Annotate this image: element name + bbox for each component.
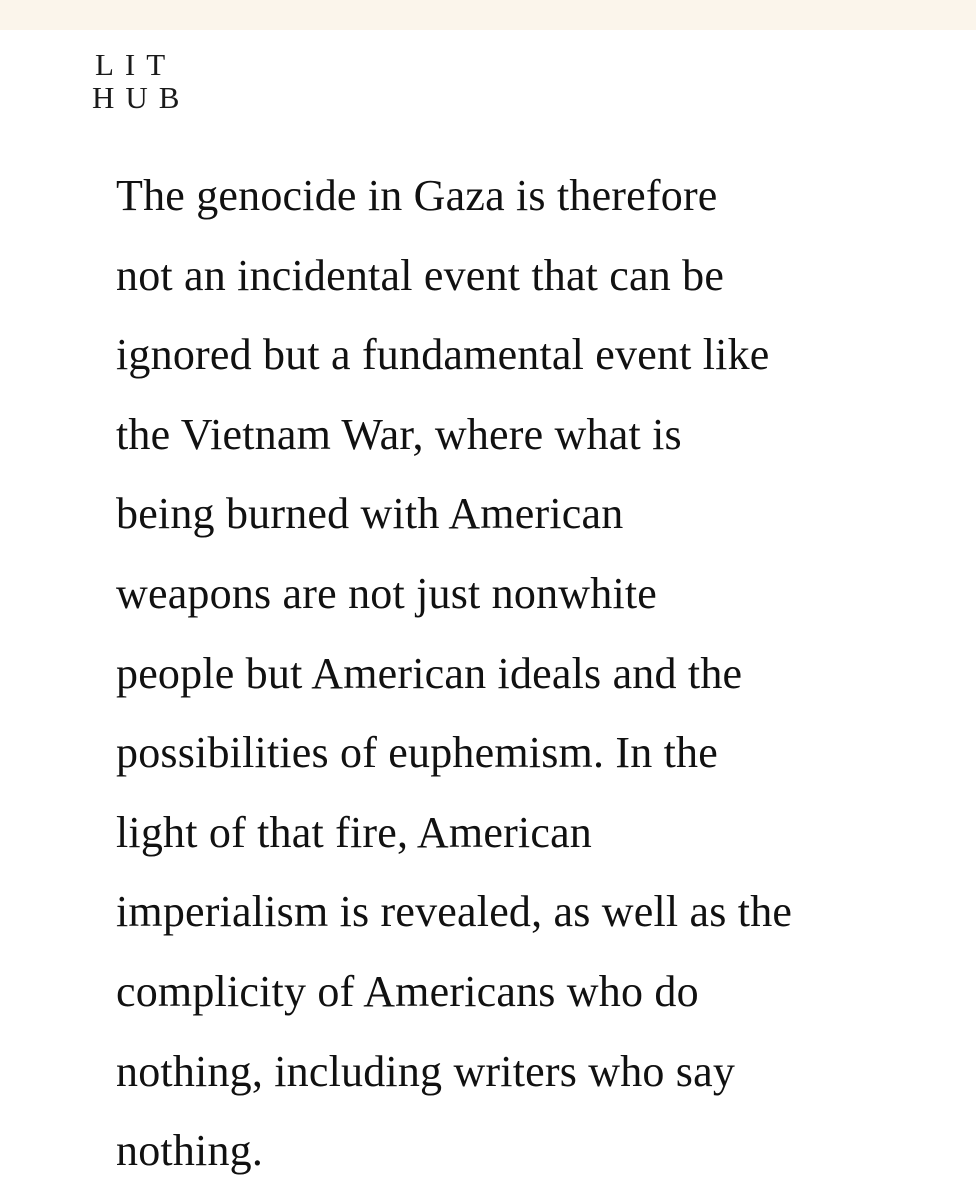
quote-line-4: the Vietnam War, where what is xyxy=(116,409,682,459)
quote-line-6: weapons are not just nonwhite xyxy=(116,568,658,618)
quote-line-12: nothing, including writers who say xyxy=(116,1046,736,1096)
quote-line-9: light of that fire, American xyxy=(116,807,593,857)
quote-line-5: being burned with American xyxy=(116,489,624,539)
quote-line-8: possibilities of euphemism. In the xyxy=(116,728,718,778)
quote-line-7: people but American ideals and the xyxy=(116,648,743,698)
logo-line-2: HUB xyxy=(92,80,191,115)
quote-line-3: ignored but a fundamental event like xyxy=(116,330,770,380)
quote-line-10: imperialism is revealed, as well as the xyxy=(116,887,793,937)
quote-text xyxy=(116,156,956,1191)
quote-line-2: not an incidental event that can be xyxy=(116,250,725,300)
lit-hub-logo xyxy=(92,48,232,114)
top-band xyxy=(0,0,976,30)
quote-line-1: The genocide in Gaza is therefore xyxy=(116,171,718,220)
quote-line-11: complicity of Americans who do xyxy=(116,966,699,1016)
logo-line-1: LIT xyxy=(95,47,177,82)
quote-line-13: nothing. xyxy=(116,1126,264,1176)
